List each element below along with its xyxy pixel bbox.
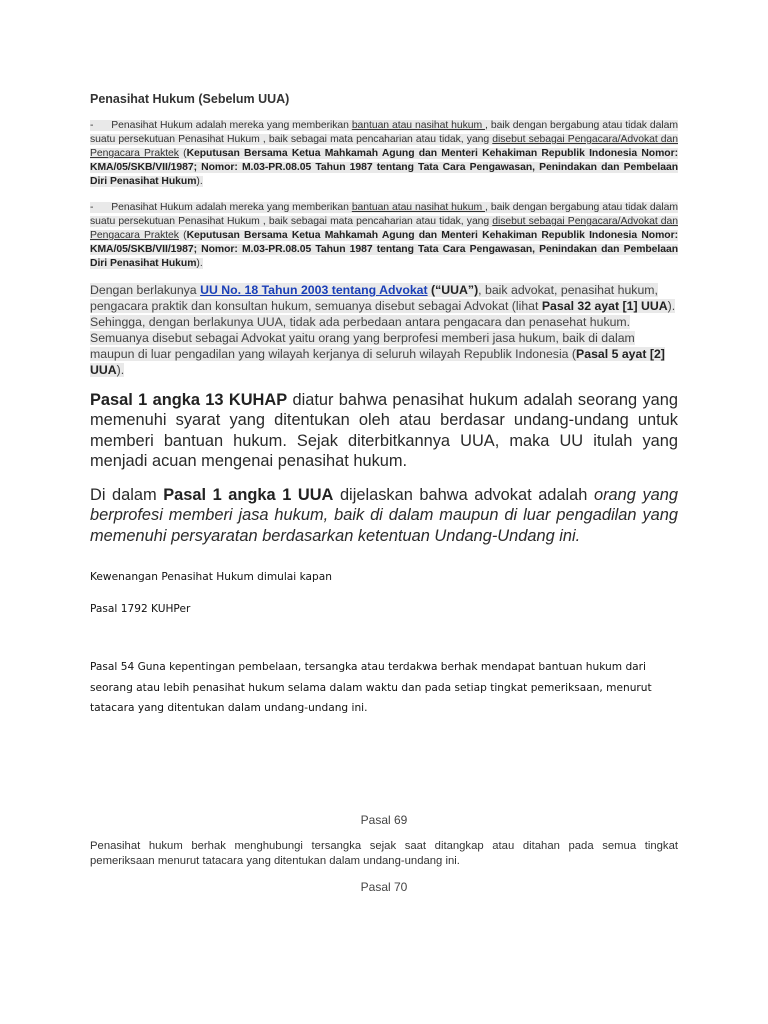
- text-run: diatur bahwa penasihat hukum adalah seorang yang memenuhi syarat yang ditentukan oleh atau berdasar undang-undang untuk memberi bantuan hukum. Sejak diterbitkannya UUA, maka UU itulah yang menjadi acuan mengenai penasihat hukum.: [90, 391, 679, 471]
- text-run: Penasihat Hukum adalah mereka yang memberikan: [111, 202, 352, 213]
- uua-paragraph: [90, 283, 678, 378]
- kuhap-paragraph: [90, 390, 678, 472]
- underlined-text: bantuan atau nasihat hukum: [351, 120, 486, 131]
- text-run: Di dalam: [90, 486, 164, 504]
- pasal-69-title: Pasal 69: [360, 813, 408, 827]
- text-run: ).: [116, 362, 125, 377]
- underlined-text: bantuan atau nasihat hukum: [351, 202, 486, 213]
- bold-reference: Keputusan Bersama Ketua Mahkamah Agung dan Menteri Kehakiman Republik Indonesia Nomor: KMA/05/SKB/VII/1987; Nomor: M.03-PR.08.05 Tahun 1987 tentang Tata Cara Pengawasan, Penindakan dan Pembelaan Diri Penasihat Hukum: [90, 148, 678, 188]
- kewenangan-heading: Kewenangan Penasihat Hukum dimulai kapan: [90, 571, 332, 583]
- definition-paragraph-2: [90, 201, 678, 271]
- bullet: -: [90, 202, 94, 213]
- text-run: Penasihat Hukum adalah mereka yang memberikan: [111, 120, 352, 131]
- uua-definition-paragraph: [90, 485, 678, 546]
- text-run: , baik dengan bergabung atau tidak dalam suatu persekutuan Penasihat Hukum , baik sebagai mata pencaharian atau tidak, yang: [90, 120, 678, 146]
- section-heading: Penasihat Hukum (Sebelum UUA): [90, 92, 290, 106]
- bold-reference: Pasal 32 ayat [1] UUA: [541, 298, 668, 313]
- text-run: (: [178, 230, 187, 242]
- bold-text: (“UUA”): [427, 283, 479, 297]
- paragraph-text: [90, 283, 675, 377]
- underlined-text: disebut sebagai Pengacara/Advokat dan Pengacara Praktek: [90, 134, 678, 160]
- bold-reference: Pasal 1 angka 1 UUA: [163, 486, 334, 504]
- paragraph-text: [90, 202, 678, 269]
- pasal-69-text: Penasihat hukum berhak menghubungi tersangka sejak saat ditangkap atau ditahan pada semua tingkat pemeriksaan menurut tatacara yang ditentukan dalam undang-undang ini.: [90, 840, 678, 868]
- text-run: ).: [196, 176, 203, 188]
- text-run: , baik dengan bergabung atau tidak dalam suatu persekutuan Penasihat Hukum , baik sebagai mata pencaharian atau tidak, yang: [90, 202, 678, 228]
- pasal-54-paragraph: Pasal 54 Guna kepentingan pembelaan, tersangka atau terdakwa berhak mendapat bantuan hukum dari seorang atau lebih penasihat hukum selama dalam waktu dan pada setiap tingkat pemeriksaan, menurut tatacara yang ditentukan dalam undang-undang ini.: [90, 661, 652, 714]
- text-run: ).: [196, 258, 203, 270]
- pasal-70-title: Pasal 70: [360, 880, 408, 894]
- definition-paragraph-1: [90, 119, 678, 189]
- text-run: ). Sehingga, dengan berlakunya UUA, tidak ada perbedaan antara pengacara dan penasehat hukum. Semuanya disebut sebagai Advokat yaitu orang yang berprofesi memberi jasa hukum, baik di dalam maupun di luar pengadilan yang wilayah kerjanya di seluruh wilayah Republik Indonesia (: [90, 298, 676, 361]
- italic-quote: orang yang berprofesi memberi jasa hukum, baik di dalam maupun di luar pengadilan yang memenuhi persyaratan berdasarkan ketentuan Undang-Undang ini.: [90, 486, 678, 545]
- uu-advokat-link[interactable]: UU No. 18 Tahun 2003 tentang Advokat: [200, 283, 428, 297]
- text-run: (: [178, 148, 187, 160]
- pasal-1792-heading: Pasal 1792 KUHPer: [90, 603, 191, 615]
- text-run: Dengan berlakunya: [90, 283, 201, 297]
- paragraph-text: [90, 120, 678, 187]
- bullet: -: [90, 120, 94, 131]
- bold-reference: Keputusan Bersama Ketua Mahkamah Agung dan Menteri Kehakiman Republik Indonesia Nomor: KMA/05/SKB/VII/1987; Nomor: M.03-PR.08.05 Tahun 1987 tentang Tata Cara Pengawasan, Penindakan dan Pembelaan Diri Penasihat Hukum: [90, 230, 678, 270]
- bold-reference: Pasal 1 angka 13 KUHAP: [90, 391, 288, 409]
- underlined-text: disebut sebagai Pengacara/Advokat dan Pengacara Praktek: [90, 216, 678, 242]
- text-run: dijelaskan bahwa advokat adalah: [333, 486, 594, 504]
- text-run: , baik advokat, penasihat hukum, pengacara praktik dan konsultan hukum, semuanya disebut sebagai Advokat (lihat: [90, 283, 658, 313]
- bold-reference: Pasal 5 ayat [2] UUA: [90, 346, 665, 377]
